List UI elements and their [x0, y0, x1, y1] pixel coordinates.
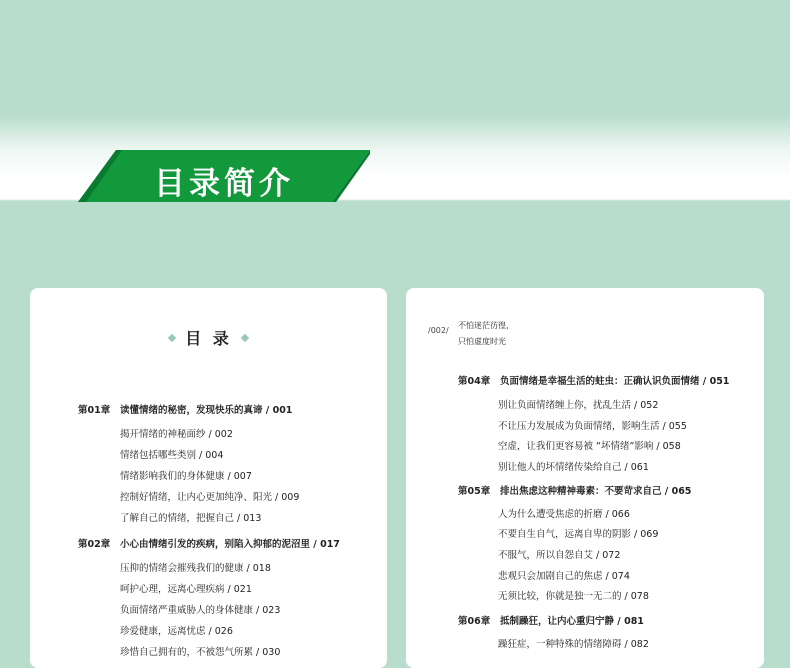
header-note-line: 只怕虚度时光 — [458, 337, 506, 346]
header-note-line: 不怕迷茫彷徨， — [458, 321, 514, 330]
chapter-number: 第05章 — [458, 486, 491, 497]
toc-item[interactable]: 不要自生自气，远离自卑的阴影 / 069 — [498, 529, 659, 540]
toc-item[interactable]: 控制好情绪，让内心更加纯净、阳光 / 009 — [120, 492, 300, 503]
toc-item[interactable]: 别让他人的坏情绪传染给自己 / 061 — [498, 462, 649, 473]
toc-item[interactable]: 珍惜自己拥有的，不被怨气所累 / 030 — [120, 647, 281, 658]
right-page — [406, 288, 764, 668]
chapter-heading[interactable] — [78, 536, 340, 550]
toc-item[interactable]: 不服气，所以自怨自艾 / 072 — [498, 550, 621, 561]
toc-item[interactable]: 空虚，让我们更容易被 “坏情绪”影响 / 058 — [498, 441, 681, 452]
toc-item[interactable]: 压抑的情绪会摧残我们的健康 / 018 — [120, 563, 271, 574]
toc-heading — [30, 326, 387, 349]
toc-heading-text: 目 录 — [185, 329, 232, 348]
toc-item[interactable]: 珍爱健康，远离忧虑 / 026 — [120, 626, 233, 637]
left-page — [30, 288, 387, 668]
chapter-title: 负面情绪是幸福生活的蛀虫：正确认识负面情绪 / 051 — [500, 376, 730, 387]
chapter-heading[interactable] — [458, 613, 644, 627]
chapter-number: 第01章 — [78, 405, 111, 416]
toc-item[interactable]: 人为什么遭受焦虑的折磨 / 066 — [498, 509, 630, 520]
toc-item[interactable]: 呵护心理，远离心理疾病 / 021 — [120, 584, 252, 595]
toc-item[interactable]: 悲观只会加剧自己的焦虑 / 074 — [498, 571, 630, 582]
toc-item[interactable]: 情绪影响我们的身体健康 / 007 — [120, 471, 252, 482]
page-number: /002/ — [428, 326, 449, 335]
page-header-note — [458, 318, 514, 350]
toc-item[interactable]: 情绪包括哪些类别 / 004 — [120, 450, 224, 461]
banner-title: 目录简介 — [154, 166, 294, 202]
toc-item[interactable]: 别让负面情绪缠上你，扰乱生活 / 052 — [498, 400, 659, 411]
title-banner — [78, 150, 370, 206]
toc-item[interactable]: 负面情绪严重威胁人的身体健康 / 023 — [120, 605, 281, 616]
chapter-title: 排出焦虑这种精神毒素：不要苛求自己 / 065 — [500, 486, 692, 497]
toc-item[interactable]: 了解自己的情绪，把握自己 / 013 — [120, 513, 262, 524]
chapter-title: 抵制躁狂，让内心重归宁静 / 081 — [500, 616, 644, 627]
toc-item[interactable]: 躁狂症，一种特殊的情绪障碍 / 082 — [498, 639, 649, 650]
chapter-heading[interactable] — [78, 402, 292, 416]
chapter-title: 小心由情绪引发的疾病，别陷入抑郁的泥沼里 / 017 — [120, 539, 340, 550]
toc-item[interactable]: 无须比较，你就是独一无二的 / 078 — [498, 591, 649, 602]
chapter-heading[interactable] — [458, 373, 729, 387]
chapter-number: 第02章 — [78, 539, 111, 550]
diamond-icon — [168, 333, 176, 341]
chapter-number: 第06章 — [458, 616, 491, 627]
chapter-title: 读懂情绪的秘密，发现快乐的真谛 / 001 — [120, 405, 293, 416]
toc-item[interactable]: 揭开情绪的神秘面纱 / 002 — [120, 429, 233, 440]
chapter-number: 第04章 — [458, 376, 491, 387]
diamond-icon — [241, 333, 249, 341]
toc-item[interactable]: 不让压力发展成为负面情绪，影响生活 / 055 — [498, 421, 687, 432]
chapter-heading[interactable] — [458, 483, 691, 497]
